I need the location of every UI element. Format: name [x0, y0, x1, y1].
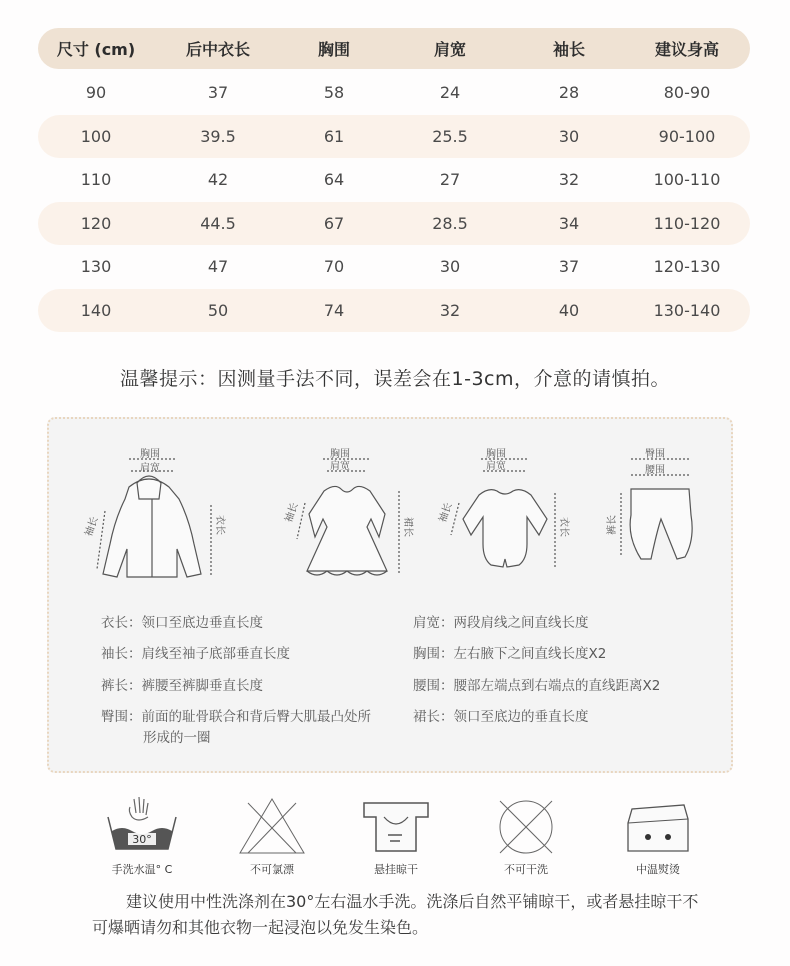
table-cell: 32 [439, 300, 461, 320]
table-header-row [38, 28, 750, 69]
table-cell: 100 [80, 126, 112, 146]
garment-illustrations [49, 419, 735, 609]
header-height: 建议身高 [654, 40, 719, 59]
definition-item [101, 676, 401, 697]
definition-item [413, 707, 713, 728]
definition-item [101, 613, 401, 634]
pants-length-label: 裤长 [607, 515, 618, 535]
table-row [38, 115, 750, 159]
wash-temperature: 30° [132, 833, 152, 846]
table-cell: 28.5 [432, 213, 468, 233]
pants-hip-label: 臀围 [645, 449, 665, 460]
jacket-length-label: 衣长 [214, 515, 225, 535]
table-cell: 120 [80, 213, 112, 233]
definition-term: 裤长： [101, 678, 142, 694]
romper-icon [451, 459, 555, 569]
definition-item [413, 676, 713, 697]
table-row [38, 202, 750, 246]
table-cell: 24 [439, 83, 461, 103]
table-cell: 58 [323, 83, 345, 103]
table-cell: 44.5 [200, 213, 236, 233]
hang-dry-icon [356, 795, 436, 857]
table-cell: 130 [80, 257, 112, 277]
care-label: 悬挂晾干 [374, 863, 418, 876]
pants-waist-label: 腰围 [645, 465, 665, 476]
care-item [466, 795, 586, 880]
care-item [598, 795, 718, 880]
romper-shoulder-label: 肩宽 [486, 461, 506, 472]
dress-skirt-label: 裙长 [402, 517, 413, 537]
definition-text: 两段肩线之间直线长度 [453, 615, 589, 631]
table-cell: 32 [558, 170, 580, 190]
care-item [82, 795, 202, 880]
care-instructions [0, 795, 790, 880]
care-label: 中温熨烫 [636, 863, 680, 876]
table-cell: 42 [207, 170, 229, 190]
definition-term: 腰围： [413, 678, 454, 694]
table-row [38, 71, 750, 115]
header-size: 尺寸 (cm) [56, 40, 136, 59]
measurement-guide-panel [47, 417, 733, 773]
header-sleeve: 袖长 [552, 40, 585, 59]
table-cell: 25.5 [432, 126, 468, 146]
table-row [38, 289, 750, 333]
no-dry-clean-icon [486, 795, 566, 857]
dress-sleeve-label: 袖长 [283, 501, 301, 525]
table-cell: 34 [558, 213, 580, 233]
table-cell: 30 [439, 257, 461, 277]
header-chest: 胸围 [317, 40, 350, 59]
care-label: 手洗水温° C [111, 863, 173, 876]
hand-wash-icon [102, 795, 182, 857]
care-item [336, 795, 456, 880]
definition-item [413, 613, 713, 634]
jacket-icon [97, 459, 211, 577]
definition-text: 领口至底边的垂直长度 [453, 709, 589, 725]
care-label: 不可干洗 [504, 863, 548, 876]
table-cell: 90 [85, 83, 107, 103]
table-cell: 50 [207, 300, 229, 320]
care-label: 不可氯漂 [250, 863, 294, 876]
table-cell: 37 [207, 83, 229, 103]
table-cell: 30 [558, 126, 580, 146]
romper-sleeve-label: 袖长 [437, 501, 455, 525]
table-cell: 100-110 [653, 170, 721, 190]
table-cell: 39.5 [200, 126, 236, 146]
definition-term: 裙长： [413, 709, 454, 725]
definition-text: 腰部左端点到右端点的直线距离X2 [453, 678, 661, 694]
definition-item [101, 707, 371, 749]
table-cell: 110 [80, 170, 112, 190]
header-shoulder: 肩宽 [433, 40, 466, 59]
jacket-sleeve-label: 袖长 [83, 515, 101, 539]
table-cell: 74 [323, 300, 345, 320]
table-row [38, 158, 750, 202]
size-table [38, 28, 750, 332]
table-cell: 120-130 [653, 257, 721, 277]
no-bleach-icon [232, 795, 312, 857]
garment-illustrations-svg [49, 419, 735, 609]
header-back-length: 后中衣长 [185, 40, 250, 59]
table-cell: 40 [558, 300, 580, 320]
table-cell: 130-140 [653, 300, 721, 320]
table-cell: 64 [323, 170, 345, 190]
definition-term: 肩宽： [413, 615, 454, 631]
dress-chest-label: 胸围 [330, 449, 350, 460]
table-cell: 90-100 [658, 126, 716, 146]
care-item [212, 795, 332, 880]
romper-chest-label: 胸围 [486, 449, 506, 460]
definition-text: 肩线至袖子底部垂直长度 [141, 646, 290, 662]
table-cell: 70 [323, 257, 345, 277]
definition-term: 衣长： [101, 615, 142, 631]
medium-iron-icon [618, 795, 698, 857]
definition-term: 胸围： [413, 646, 454, 662]
table-row [38, 245, 750, 289]
table-cell: 140 [80, 300, 112, 320]
definition-text: 领口至底边垂直长度 [141, 615, 263, 631]
definition-item [413, 644, 713, 665]
definition-term: 臀围： [101, 709, 142, 725]
washing-note: 建议使用中性洗涤剂在30°左右温水手洗。洗涤后自然平铺晾干，或者悬挂晾干不可爆晒请勿和其他衣物一起浸泡以免发生染色。 [92, 892, 699, 937]
dress-icon [297, 459, 399, 575]
jacket-chest-label: 胸围 [140, 449, 160, 460]
definition-term: 袖长： [101, 646, 142, 662]
definition-text: 左右腋下之间直线长度X2 [453, 646, 607, 662]
table-cell: 80-90 [663, 83, 711, 103]
romper-length-label: 衣长 [558, 517, 569, 537]
table-cell: 28 [558, 83, 580, 103]
table-cell: 37 [558, 257, 580, 277]
measurement-tip: 温馨提示：因测量手法不同，误差会在1-3cm，介意的请慎拍。 [120, 368, 670, 390]
dress-shoulder-label: 肩宽 [330, 461, 350, 472]
jacket-shoulder-label: 肩宽 [140, 463, 160, 474]
table-cell: 47 [207, 257, 229, 277]
table-cell: 67 [323, 213, 345, 233]
table-cell: 27 [439, 170, 461, 190]
definition-item [101, 644, 401, 665]
definition-text: 裤腰至裤脚垂直长度 [141, 678, 263, 694]
table-cell: 61 [323, 126, 345, 146]
definition-text: 前面的耻骨联合和背后臀大肌最凸处所形成的一圈 [141, 709, 371, 746]
table-cell: 110-120 [653, 213, 721, 233]
